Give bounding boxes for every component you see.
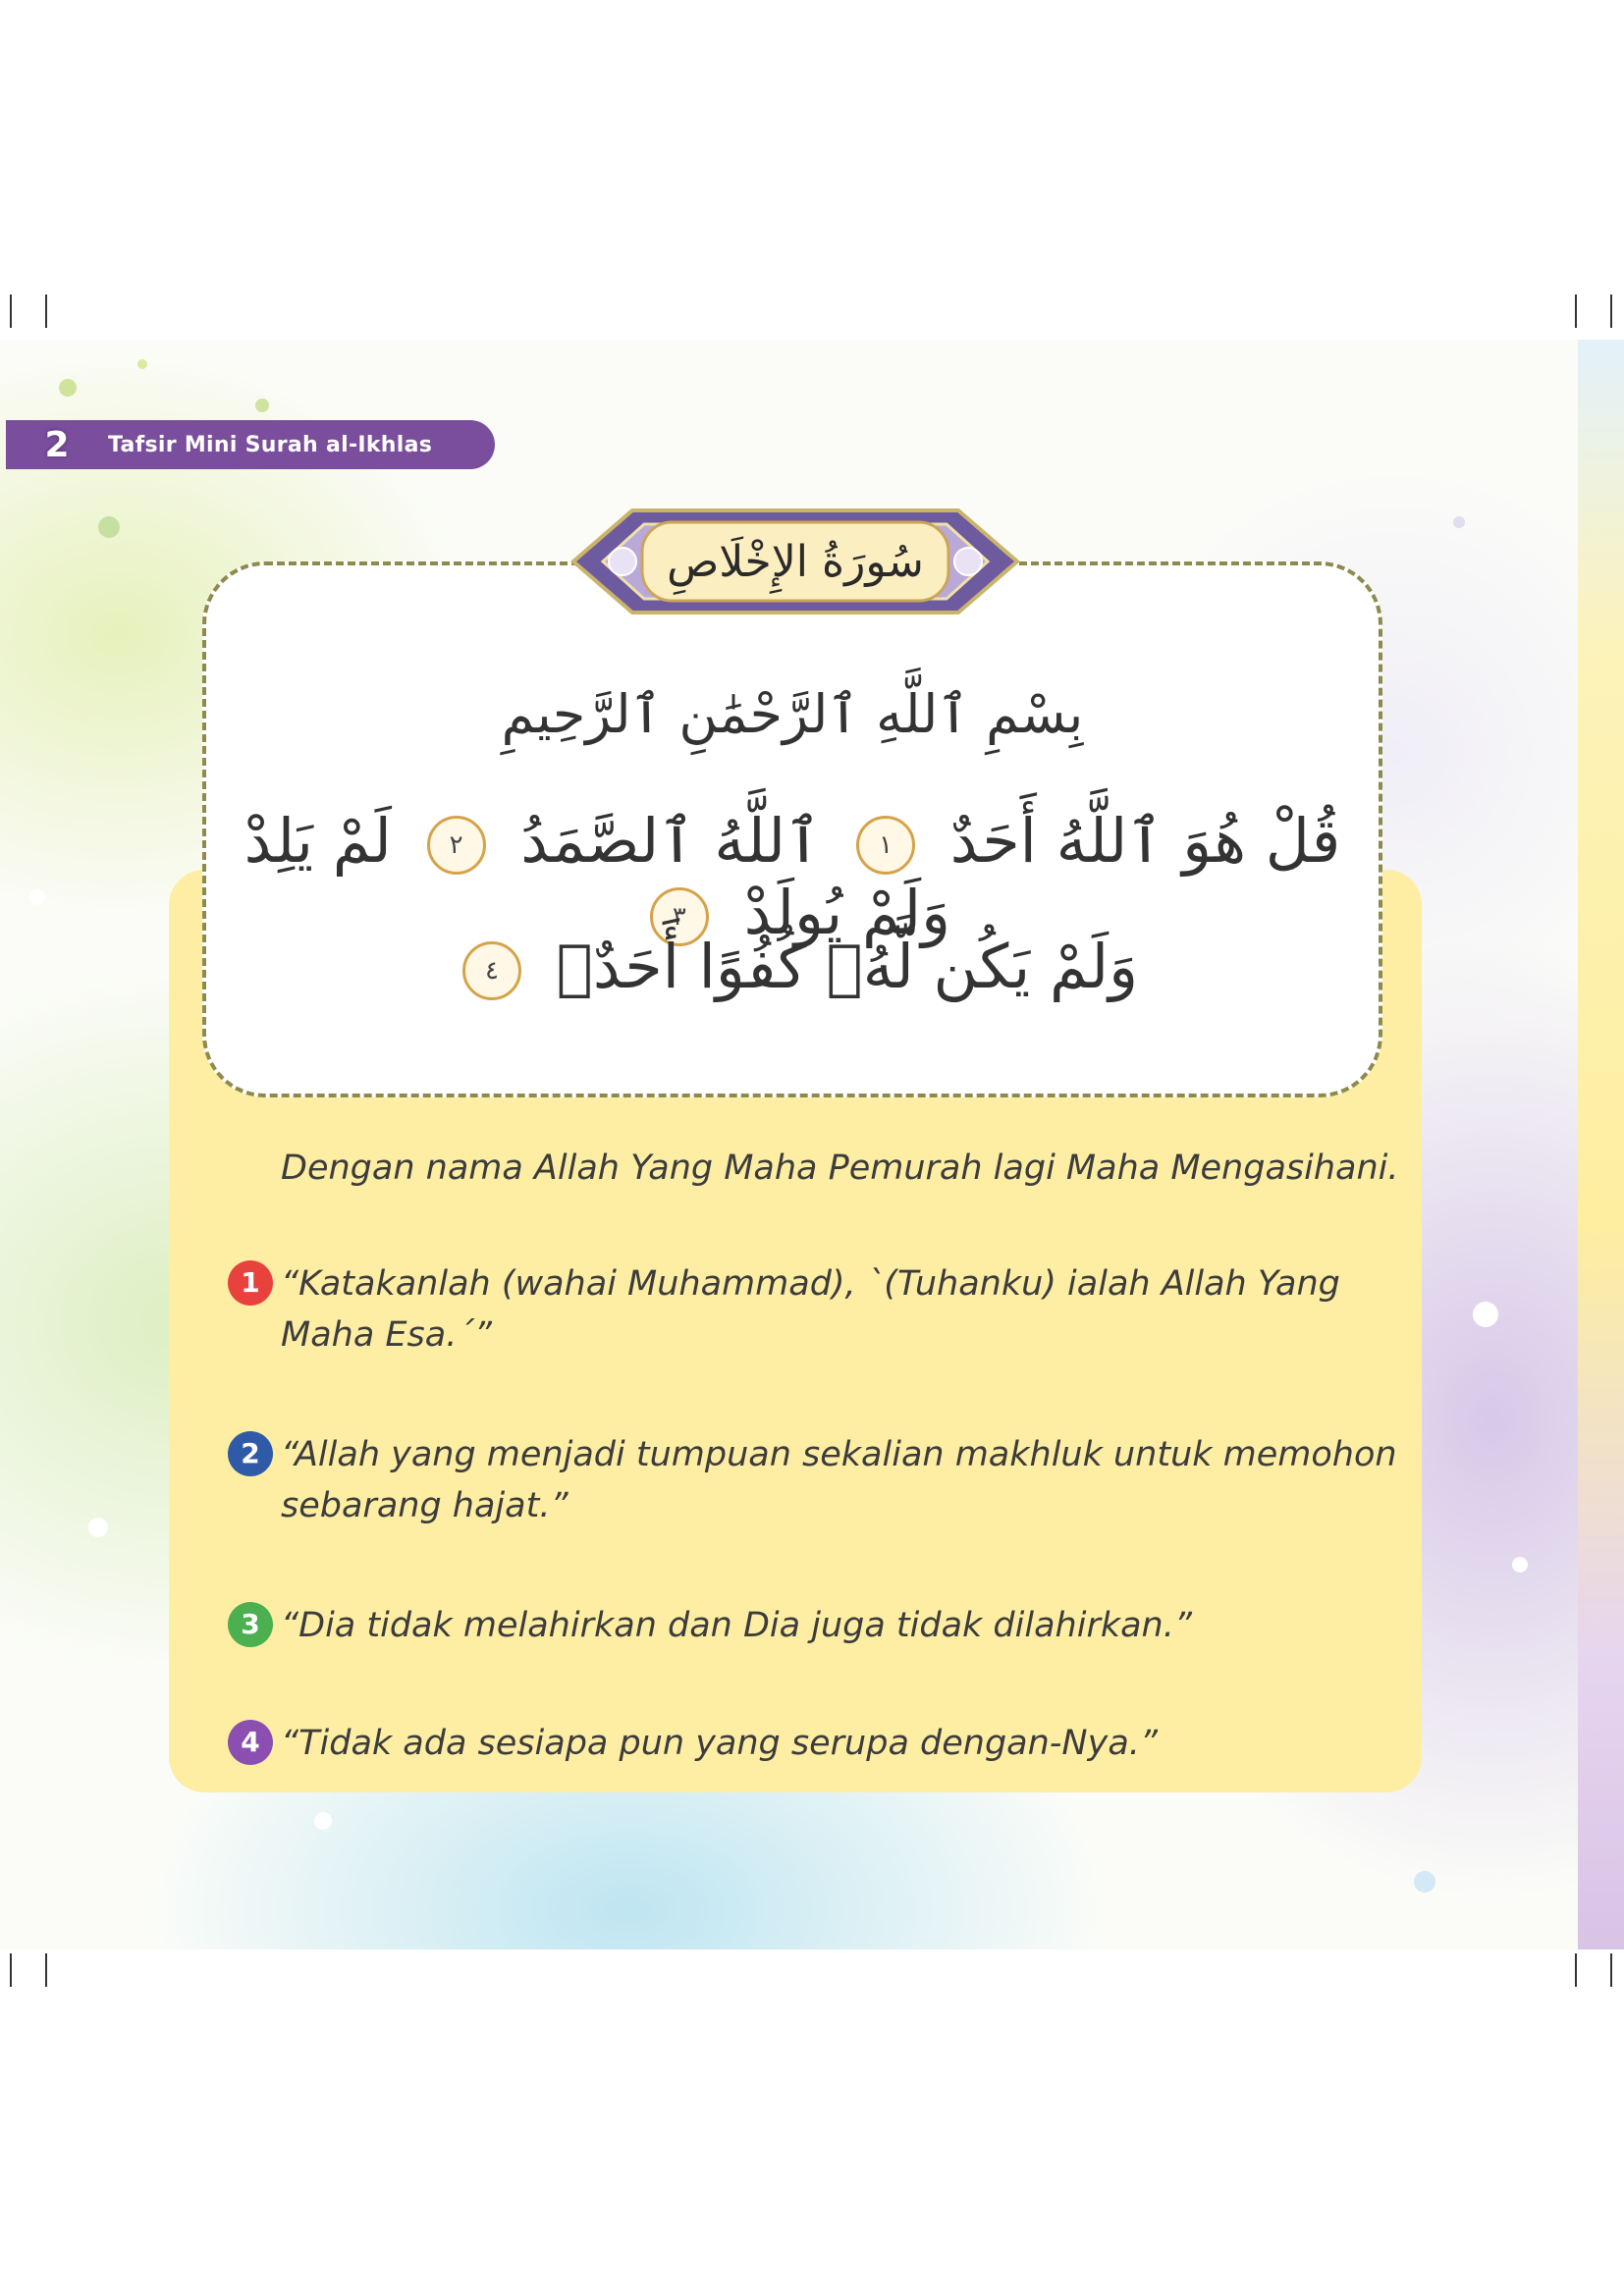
crop-mark [1575,294,1577,328]
translation-line: Maha Esa.´” [281,1315,492,1355]
ayah-text: لَمْ يَلِدْ وَلَمْ يُولَدْ [244,805,951,948]
paint-splatter [1453,516,1465,528]
paint-splatter [137,359,147,369]
ayah-number-marker: ٣ [650,887,709,946]
translation-verse-3 [281,1600,1192,1651]
crop-mark [10,1953,12,1987]
arabic-basmala: بِسْمِ ٱللَّهِ ٱلرَّحْمَٰنِ ٱلرَّحِيمِ [501,683,1084,745]
paint-splatter [255,399,269,412]
ayah-text: وَلَمْ يَكُن لَّهُۥ كُفُوًا أَحَدٌۢ [556,931,1139,1002]
crop-mark [1610,1953,1612,1987]
arabic-ayat-row [226,931,1359,1002]
next-page-edge [1578,340,1624,1949]
translation-line: “Katakanlah (wahai Muhammad), `(Tuhanku) ialah Allah Yang [281,1264,1340,1304]
crop-mark [45,294,47,328]
translation-basmala: Dengan nama Allah Yang Maha Pemurah lagi Maha Mengasihani. [281,1148,1399,1188]
ayah-number-marker: ٢ [427,816,486,875]
crop-mark [10,294,12,328]
paint-splatter [88,1518,108,1537]
paint-splatter [1512,1557,1528,1573]
paint-splatter [29,889,45,905]
ayah-text: ٱللَّهُ ٱلصَّمَدُ [520,805,822,877]
surah-name: سُورَةُ الإِخْلَاصِ [667,537,924,587]
translation-line: sebarang hajat.” [281,1486,568,1525]
paint-splatter [1473,1302,1498,1327]
translation-line: “Tidak ada sesiapa pun yang serupa dengan-Nya.” [281,1724,1159,1763]
ayah-number-marker: ١ [856,816,915,875]
paint-splatter [98,516,120,538]
page-number: 2 [44,424,70,465]
book-title: Tafsir Mini Surah al-Ikhlas [108,432,433,457]
verse-number-badge: 1 [228,1260,273,1306]
translation-verse-4 [281,1718,1158,1769]
ayah-text: قُلْ هُوَ ٱللَّهُ أَحَدٌ [949,805,1341,877]
page-header [6,420,495,469]
crop-mark [1610,294,1612,328]
crop-mark [1575,1953,1577,1987]
paint-splatter [314,1812,332,1830]
translation-line: “Dia tidak melahirkan dan Dia juga tidak dilahirkan.” [281,1606,1192,1645]
translation-verse-2 [281,1429,1397,1531]
verse-number-badge: 3 [228,1602,273,1647]
arabic-ayat-row [226,805,1359,948]
paint-splatter [59,379,77,397]
ayah-number-marker: ٤ [462,941,521,1000]
verse-number-badge: 4 [228,1720,273,1765]
translation-line: “Allah yang menjadi tumpuan sekalian makhluk untuk memohon [281,1435,1397,1474]
verse-number-badge: 2 [228,1431,273,1476]
translation-verse-1 [281,1258,1340,1361]
paint-splatter [1414,1871,1435,1893]
crop-mark [45,1953,47,1987]
